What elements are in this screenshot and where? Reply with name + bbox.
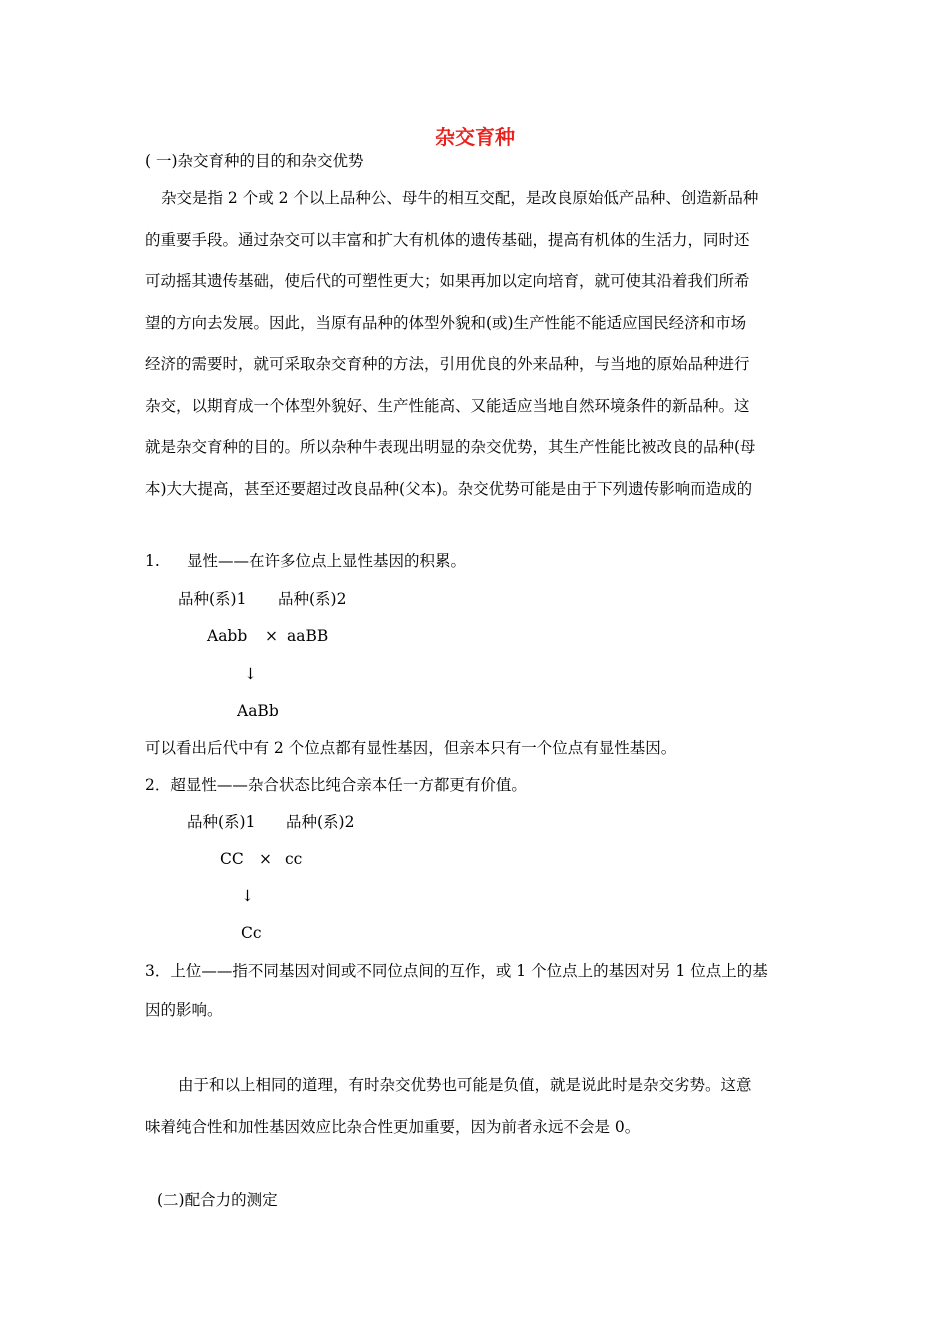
item1-cross-symbol: × <box>265 627 278 645</box>
conclusion-line: 由于和以上相同的道理，有时杂交优势也可能是负值，就是说此时是杂交劣势。这意 <box>178 1076 752 1094</box>
intro-line: 本)大大提高，甚至还要超过改良品种(父本)。杂交优势可能是由于下列遗传影响而造成的 <box>145 479 753 498</box>
item2-breed2: 品种(系)2 <box>286 813 355 831</box>
item2-cross-symbol: × <box>259 850 272 868</box>
item2-offspring: Cc <box>241 924 262 942</box>
intro-line: 望的方向去发展。因此，当原有品种的体型外貌和(或)生产性能不能适应国民经济和市场 <box>145 313 747 332</box>
item1-offspring: AaBb <box>237 702 279 720</box>
item2-breed1: 品种(系)1 <box>187 813 256 831</box>
item2-parent2: cc <box>285 850 303 868</box>
page-title: 杂交育种 <box>435 125 515 149</box>
intro-line: 就是杂交育种的目的。所以杂种牛表现出明显的杂交优势，其生产性能比被改良的品种(母 <box>145 438 756 456</box>
item1-number: 1. <box>145 552 160 570</box>
intro-line: 的重要手段。通过杂交可以丰富和扩大有机体的遗传基础，提高有机体的生活力，同时还 <box>145 230 750 249</box>
item1-breed2: 品种(系)2 <box>278 590 347 608</box>
item1-arrow: ↓ <box>244 665 257 683</box>
intro-line: 杂交，以期育成一个体型外貌好、生产性能高、又能适应当地自然环境条件的新品种。这 <box>145 396 750 415</box>
item2-parent1: CC <box>220 850 244 868</box>
conclusion-paragraph <box>145 1065 807 1148</box>
item1-parent1: Aabb <box>207 627 248 645</box>
item3-line1: 3．上位——指不同基因对间或不同位点间的互作，或 1 个位点上的基因对另 1 位点上的基 <box>145 962 768 980</box>
item2-arrow: ↓ <box>241 887 254 905</box>
item1-breed1: 品种(系)1 <box>178 590 247 608</box>
item1-parent2: aaBB <box>287 627 329 645</box>
item1-note: 可以看出后代中有 2 个位点都有显性基因，但亲本只有一个位点有显性基因。 <box>145 739 677 757</box>
section-heading-2: (二)配合力的测定 <box>157 1191 278 1209</box>
intro-line: 杂交是指 2 个或 2 个以上品种公、母牛的相互交配，是改良原始低产品种、创造新品种 <box>161 189 759 207</box>
item2-text: 2．超显性——杂合状态比纯合亲本任一方都更有价值。 <box>145 776 527 794</box>
section-heading-1: ( 一)杂交育种的目的和杂交优势 <box>145 152 364 170</box>
item1-text: 显性——在许多位点上显性基因的积累。 <box>187 552 467 570</box>
intro-paragraph <box>145 178 807 510</box>
intro-line: 经济的需要时，就可采取杂交育种的方法，引用优良的外来品种，与当地的原始品种进行 <box>145 355 750 373</box>
item3-line2: 因的影响。 <box>145 1001 223 1019</box>
intro-line: 可动摇其遗传基础，使后代的可塑性更大；如果再加以定向培育，就可使其沿着我们所希 <box>145 272 750 290</box>
conclusion-line: 味着纯合性和加性基因效应比杂合性更加重要，因为前者永远不会是 0。 <box>145 1117 641 1136</box>
